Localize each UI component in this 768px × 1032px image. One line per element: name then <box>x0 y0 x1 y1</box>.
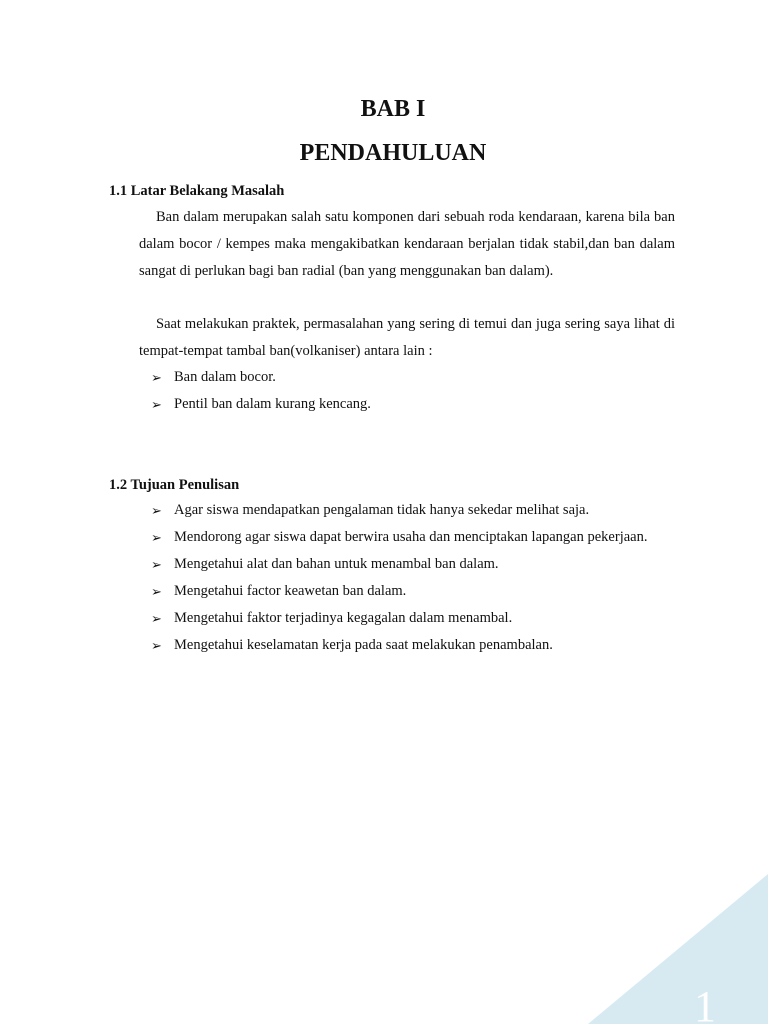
section-heading-2: 1.2 Tujuan Penulisan <box>109 477 240 493</box>
page-number: 1 <box>694 982 716 1031</box>
list-item: ➢ Mendorong agar siswa dapat berwira usaha dan menciptakan lapangan pekerjaan. <box>151 524 675 551</box>
paragraph-2-text: Saat melakukan praktek, permasalahan yang sering di temui dan juga sering saya lihat di tempat-tempat tambal ban(volkaniser) antara lain : <box>139 316 675 359</box>
corner-triangle <box>588 874 768 1024</box>
paragraph-2 <box>139 311 675 365</box>
chapter-title: BAB I <box>360 96 426 122</box>
list-item: ➢ Mengetahui factor keawetan ban dalam. <box>151 578 675 605</box>
arrow-bullet-icon: ➢ <box>151 584 162 599</box>
arrow-bullet-icon: ➢ <box>151 503 162 518</box>
problem-list <box>151 364 675 418</box>
list-item: ➢ Mengetahui alat dan bahan untuk menambal ban dalam. <box>151 551 675 578</box>
arrow-bullet-icon: ➢ <box>151 638 162 653</box>
arrow-bullet-icon: ➢ <box>151 611 162 626</box>
goal-list <box>151 497 675 659</box>
list-item: ➢ Pentil ban dalam kurang kencang. <box>151 391 675 418</box>
arrow-bullet-icon: ➢ <box>151 530 162 545</box>
list-item: ➢ Agar siswa mendapatkan pengalaman tidak hanya sekedar melihat saja. <box>151 497 675 524</box>
chapter-subtitle: PENDAHULUAN <box>299 140 487 166</box>
arrow-bullet-icon: ➢ <box>151 370 162 385</box>
corner-decoration <box>588 874 768 1024</box>
list-item: ➢ Mengetahui keselamatan kerja pada saat melakukan penambalan. <box>151 632 675 659</box>
section-heading-1: 1.1 Latar Belakang Masalah <box>109 183 285 199</box>
list-item: ➢ Mengetahui faktor terjadinya kegagalan dalam menambal. <box>151 605 675 632</box>
paragraph-1 <box>139 204 675 285</box>
paragraph-1-text: Ban dalam merupakan salah satu komponen dari sebuah roda kendaraan, karena bila ban dalam bocor / kempes maka mengakibatkan kendaraan berjalan tidak stabil,dan ban dalam sangat di perlukan bagi ban radial (ban yang menggunakan ban dalam). <box>139 209 675 279</box>
list-item: ➢ Ban dalam bocor. <box>151 364 675 391</box>
arrow-bullet-icon: ➢ <box>151 397 162 412</box>
arrow-bullet-icon: ➢ <box>151 557 162 572</box>
